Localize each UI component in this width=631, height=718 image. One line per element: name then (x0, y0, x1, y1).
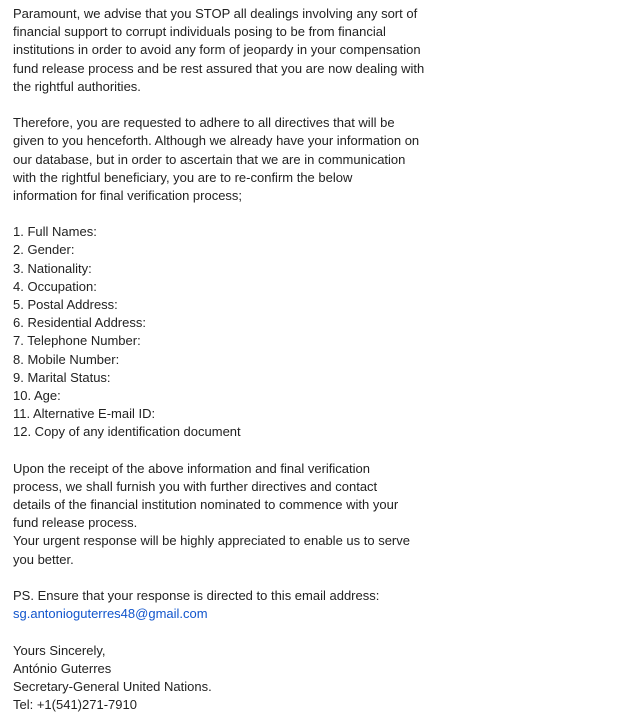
text-line: institutions in order to avoid any form of jeopardy in your compensation (13, 42, 421, 58)
text-line: Your urgent response will be highly appreciated to enable us to serve (13, 533, 410, 549)
signature-title: Secretary-General United Nations. (13, 678, 212, 694)
signature (13, 642, 438, 715)
paragraph-stop-dealings (13, 5, 438, 96)
signature-name: António Guterres (13, 660, 112, 676)
text-line: the rightful authorities. (13, 78, 141, 94)
text-line: Therefore, you are requested to adhere to all directives that will be (13, 115, 395, 131)
text-line: you better. (13, 551, 74, 567)
list-item: 9. Marital Status: (13, 369, 111, 385)
text-line: fund release process and be rest assured that you are now dealing with (13, 60, 425, 76)
text-line: our database, but in order to ascertain that we are in communication (13, 151, 406, 167)
list-item: 2. Gender: (13, 242, 75, 258)
email-body (13, 5, 438, 714)
text-line: details of the financial institution nominated to commence with your (13, 497, 399, 513)
verification-list (13, 223, 438, 441)
text-line: process, we shall furnish you with further directives and contact (13, 478, 378, 494)
text-line: given to you henceforth. Although we already have your information on (13, 133, 420, 149)
text-line: information for final verification process; (13, 187, 243, 203)
signature-tel: Tel: +1(541)271-7910 (13, 697, 137, 713)
text-line: fund release process. (13, 515, 138, 531)
text-line: with the rightful beneficiary, you are to re-confirm the below (13, 169, 353, 185)
signature-closing: Yours Sincerely, (13, 642, 106, 658)
list-item: 10. Age: (13, 387, 61, 403)
paragraph-gap (13, 205, 438, 223)
paragraph-directives (13, 114, 438, 205)
postscript (13, 587, 438, 623)
text-line: financial support to corrupt individuals posing to be from financial (13, 24, 386, 40)
list-item: 12. Copy of any identification document (13, 424, 241, 440)
paragraph-gap (13, 96, 438, 114)
list-item: 3. Nationality: (13, 260, 92, 276)
text-line: Paramount, we advise that you STOP all dealings involving any sort of (13, 6, 418, 21)
list-item: 7. Telephone Number: (13, 333, 141, 349)
paragraph-gap (13, 569, 438, 587)
list-item: 8. Mobile Number: (13, 351, 120, 367)
paragraph-upon-receipt (13, 460, 438, 569)
list-item: 5. Postal Address: (13, 297, 118, 312)
list-item: 6. Residential Address: (13, 315, 146, 331)
ps-email-line (13, 605, 438, 623)
text-line: Upon the receipt of the above information and final verification (13, 460, 370, 476)
list-item: 4. Occupation: (13, 278, 97, 294)
ps-text: PS. Ensure that your response is directed to this email address: (13, 588, 380, 603)
ps-email-link[interactable]: sg.antonioguterres48@gmail.com (13, 606, 208, 622)
paragraph-gap (13, 623, 438, 641)
paragraph-gap (13, 442, 438, 460)
list-item: 11. Alternative E-mail ID: (13, 406, 156, 422)
list-item: 1. Full Names: (13, 224, 97, 240)
